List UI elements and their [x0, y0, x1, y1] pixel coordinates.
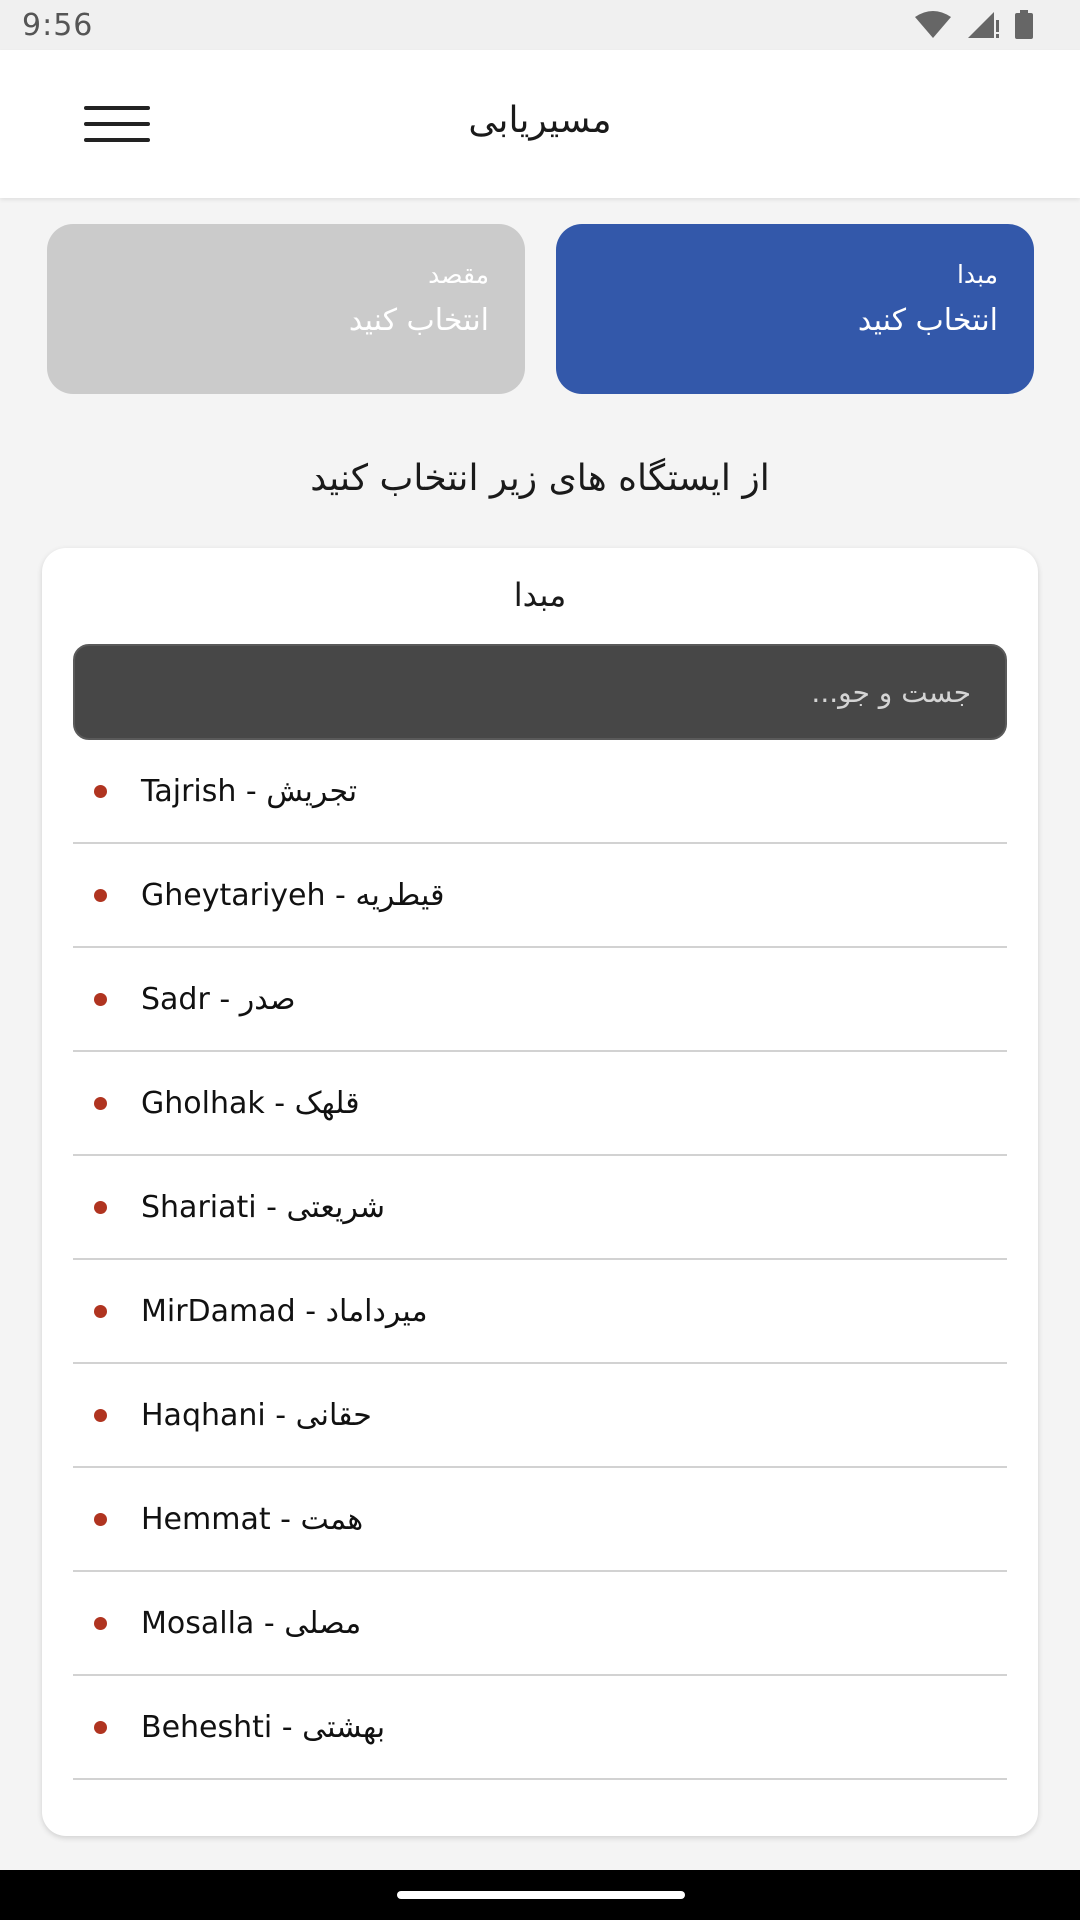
origin-label: مبدا: [956, 260, 998, 289]
bullet-dot-icon: [94, 1721, 107, 1734]
station-item-mirdamad[interactable]: [73, 1260, 1007, 1364]
bullet-dot-icon: [94, 1201, 107, 1214]
bullet-dot-icon: [94, 785, 107, 798]
home-gesture-handle[interactable]: [397, 1891, 685, 1899]
station-name: Beheshti - بهشتی: [141, 1709, 386, 1745]
instruction-text: از ایستگاه های زیر انتخاب کنید: [310, 458, 770, 499]
station-item-hemmat[interactable]: [73, 1468, 1007, 1572]
station-name: Hemmat - همت: [141, 1501, 364, 1537]
status-bar: [0, 0, 1080, 50]
bullet-dot-icon: [94, 1513, 107, 1526]
wifi-icon: [914, 11, 952, 39]
station-name: Shariati - شریعتی: [141, 1189, 386, 1225]
station-list: [73, 740, 1007, 1780]
bullet-dot-icon: [94, 1409, 107, 1422]
station-item-shariati[interactable]: [73, 1156, 1007, 1260]
station-picker-panel: [42, 548, 1038, 1836]
bullet-dot-icon: [94, 993, 107, 1006]
battery-icon: [1014, 10, 1034, 40]
destination-label: مقصد: [428, 260, 489, 289]
app-bar: [0, 50, 1080, 198]
bullet-dot-icon: [94, 1617, 107, 1630]
station-item-mosalla[interactable]: [73, 1572, 1007, 1676]
station-item-haqhani[interactable]: [73, 1364, 1007, 1468]
origin-value: انتخاب کنید: [857, 303, 998, 338]
station-item-tajrish[interactable]: [73, 740, 1007, 844]
station-name: Tajrish - تجریش: [141, 773, 358, 809]
station-item-gheytariyeh[interactable]: [73, 844, 1007, 948]
destination-selector-button[interactable]: [47, 224, 525, 394]
bullet-dot-icon: [94, 889, 107, 902]
origin-selector-button[interactable]: [556, 224, 1034, 394]
bullet-dot-icon: [94, 1097, 107, 1110]
station-item-beheshti[interactable]: [73, 1676, 1007, 1780]
station-item-sadr[interactable]: [73, 948, 1007, 1052]
status-time: 9:56: [22, 7, 94, 43]
page-title: مسیریابی: [468, 100, 612, 141]
signal-icon: [966, 10, 1000, 40]
search-input[interactable]: [73, 644, 1007, 740]
station-name: Gholhak - قلهک: [141, 1085, 360, 1121]
panel-title: مبدا: [513, 576, 567, 614]
station-name: Gheytariyeh - قیطریه: [141, 877, 445, 913]
station-name: Haqhani - حقانی: [141, 1397, 372, 1433]
station-name: MirDamad - میرداماد: [141, 1293, 428, 1329]
bullet-dot-icon: [94, 1305, 107, 1318]
station-name: Mosalla - مصلی: [141, 1605, 362, 1641]
status-icons: [914, 10, 1034, 40]
station-name: Sadr - صدر: [141, 981, 296, 1017]
system-nav-bar: [0, 1870, 1080, 1920]
destination-value: انتخاب کنید: [348, 303, 489, 338]
station-item-gholhak[interactable]: [73, 1052, 1007, 1156]
